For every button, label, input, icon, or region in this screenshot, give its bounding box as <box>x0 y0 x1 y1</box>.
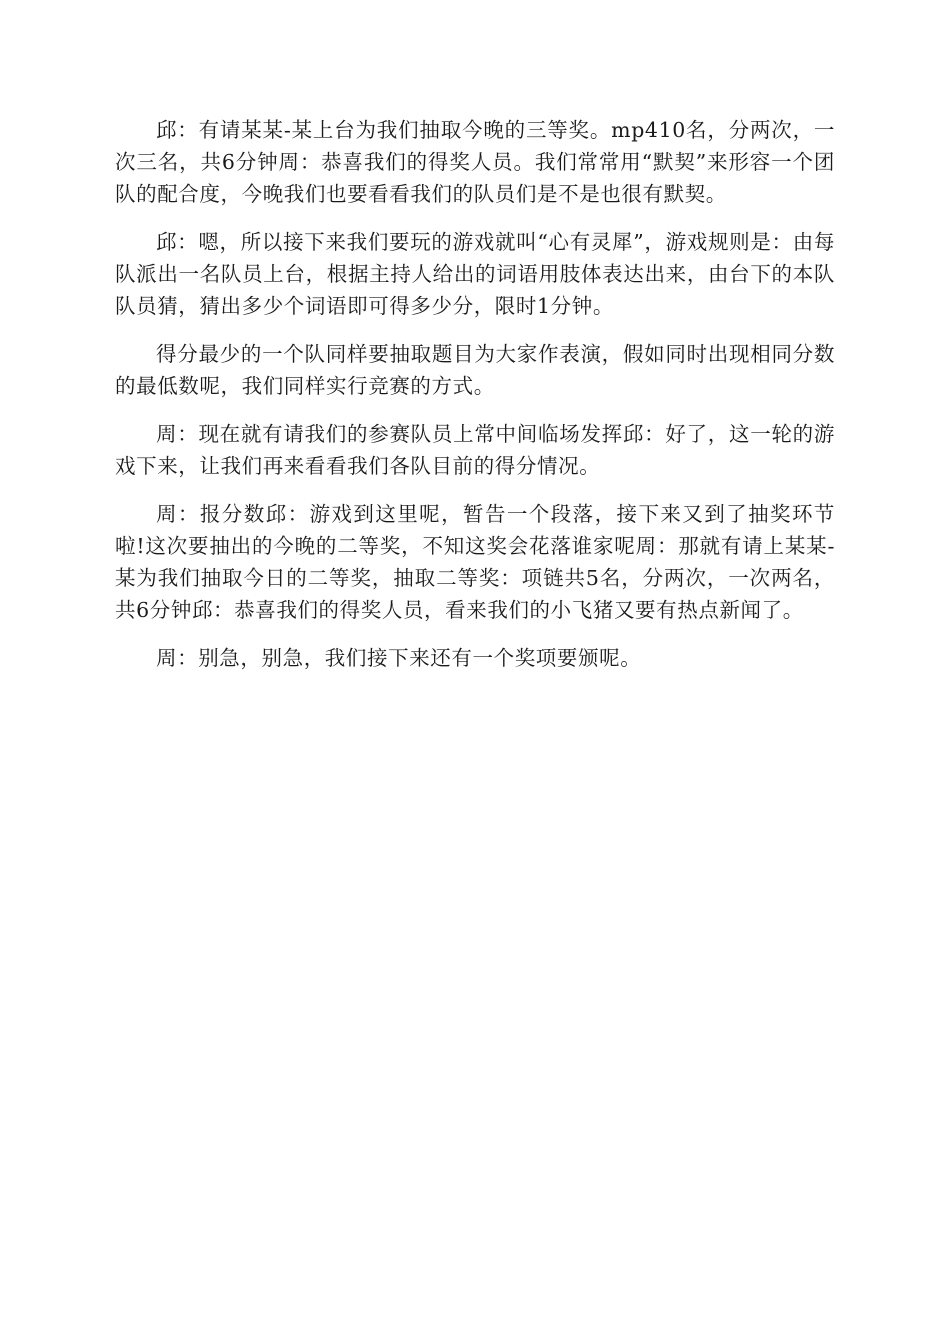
paragraph-3: 得分最少的一个队同样要抽取题目为大家作表演，假如同时出现相同分数的最低数呢，我们同样实行竞赛的方式。 <box>115 342 835 398</box>
paragraph-1: 邱：有请某某-某上台为我们抽取今晚的三等奖。mp410名，分两次，一次三名，共6分钟周：恭喜我们的得奖人员。我们常常用“默契”来形容一个团队的配合度，今晚我们也要看看我们的队员们是不是也很有默契。 <box>115 118 835 206</box>
paragraph-5: 周：报分数邱：游戏到这里呢，暂告一个段落，接下来又到了抽奖环节啦!这次要抽出的今晚的二等奖，不知这奖会花落谁家呢周：那就有请上某某-某为我们抽取今日的二等奖，抽取二等奖：项链共5名，分两次，一次两名，共6分钟邱：恭喜我们的得奖人员，看来我们的小飞猪又要有热点新闻了。 <box>115 502 835 622</box>
document-body <box>115 114 835 690</box>
paragraph-6: 周：别急，别急，我们接下来还有一个奖项要颁呢。 <box>156 646 642 670</box>
paragraph-2: 邱：嗯，所以接下来我们要玩的游戏就叫“心有灵犀”，游戏规则是：由每队派出一名队员上台，根据主持人给出的词语用肢体表达出来，由台下的本队队员猜，猜出多少个词语即可得多少分，限时1分钟。 <box>115 230 835 318</box>
paragraph-4: 周：现在就有请我们的参赛队员上常中间临场发挥邱：好了，这一轮的游戏下来，让我们再来看看我们各队目前的得分情况。 <box>115 422 835 478</box>
